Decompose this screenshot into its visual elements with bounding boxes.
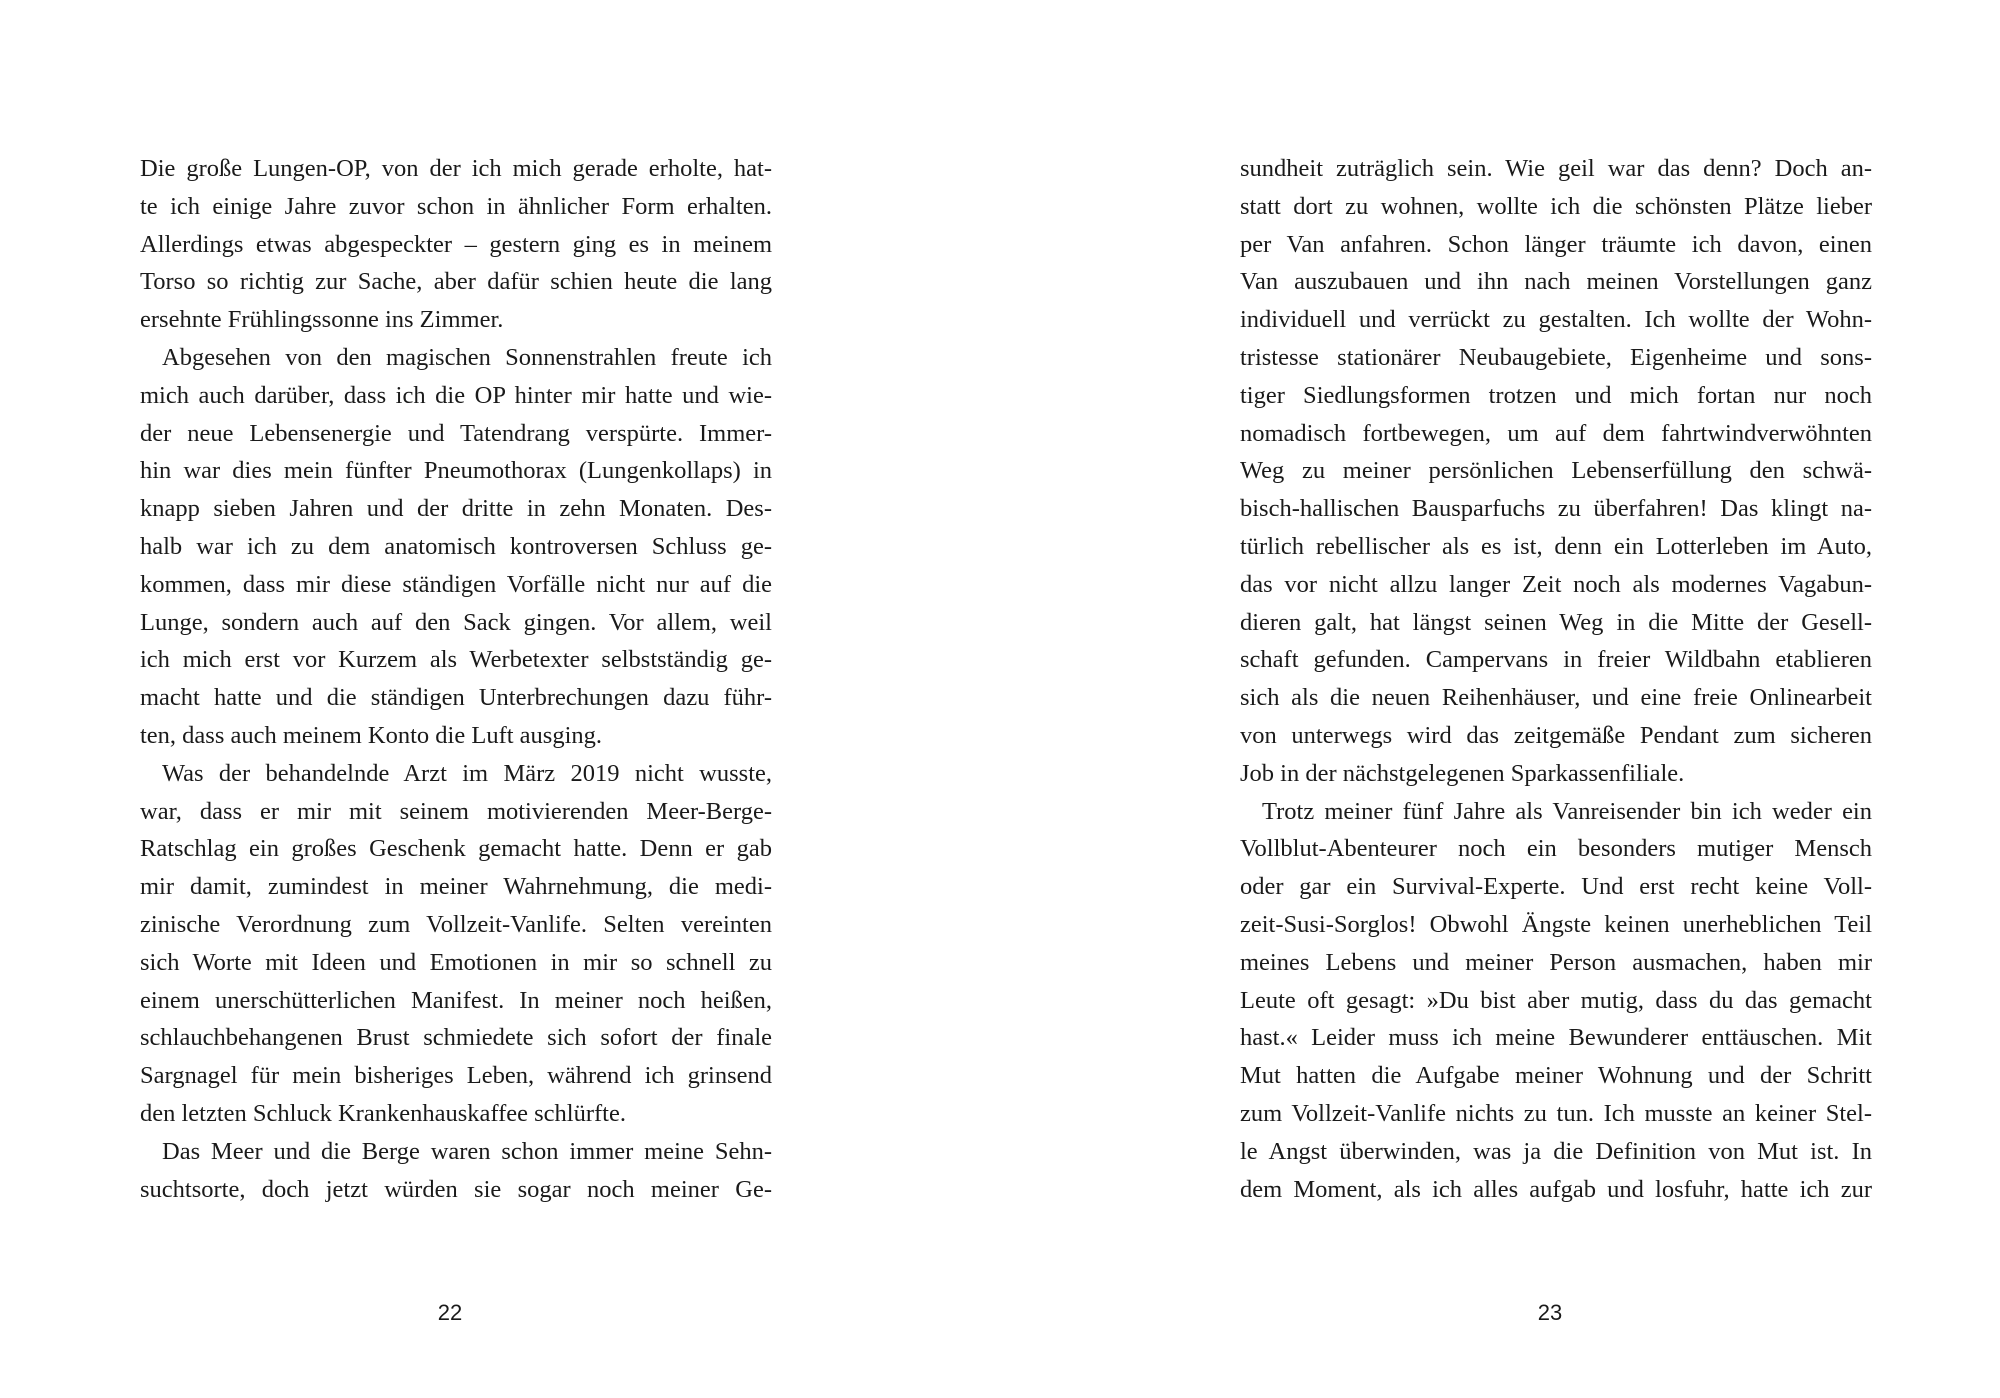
text-line: zinische Verordnung zum Vollzeit-Vanlife. Selten vereinten — [140, 910, 772, 938]
text-line: Das Meer und die Berge waren schon immer meine Sehn- — [162, 1137, 772, 1165]
text-line: le Angst überwinden, was ja die Definition von Mut ist. In — [1240, 1137, 1872, 1165]
paragraph — [140, 1133, 772, 1209]
text-line: Sargnagel für mein bisheriges Leben, während ich grinsend — [140, 1062, 772, 1090]
paragraph — [140, 150, 772, 339]
text-line: Ratschlag ein großes Geschenk gemacht hatte. Denn er gab — [140, 835, 772, 863]
text-line: zum Vollzeit-Vanlife nichts zu tun. Ich musste an keiner Stel- — [1240, 1099, 1872, 1127]
text-line: schaft gefunden. Campervans in freier Wildbahn etablieren — [1240, 646, 1872, 674]
paragraph — [1240, 793, 1872, 1209]
text-line: der neue Lebensenergie und Tatendrang verspürte. Immer- — [140, 419, 772, 447]
text-line: Torso so richtig zur Sache, aber dafür schien heute die lang — [140, 268, 772, 296]
text-line: ten, dass auch meinem Konto die Luft ausging. — [140, 721, 602, 749]
text-line: kommen, dass mir diese ständigen Vorfälle nicht nur auf die — [140, 570, 772, 598]
text-line: Weg zu meiner persönlichen Lebenserfüllung den schwä- — [1240, 457, 1872, 485]
text-line: hin war dies mein fünfter Pneumothorax (Lungenkollaps) in — [140, 457, 772, 485]
page-number: 23 — [1537, 1300, 1563, 1325]
text-line: von unterwegs wird das zeitgemäße Pendant zum sicheren — [1240, 721, 1872, 749]
text-line: Leute oft gesagt: »Du bist aber mutig, dass du das gemacht — [1240, 986, 1872, 1014]
text-line: einem unerschütterlichen Manifest. In meiner noch heißen, — [140, 986, 772, 1014]
text-line: te ich einige Jahre zuvor schon in ähnlicher Form erhalten. — [140, 192, 772, 220]
text-line: den letzten Schluck Krankenhauskaffee schlürfte. — [140, 1099, 626, 1127]
text-line: statt dort zu wohnen, wollte ich die schönsten Plätze lieber — [1240, 192, 1872, 220]
text-line: ich mich erst vor Kurzem als Werbetexter selbstständig ge- — [140, 646, 772, 674]
text-line: zeit-Susi-Sorglos! Obwohl Ängste keinen unerheblichen Teil — [1240, 910, 1872, 938]
right-page-text — [1240, 150, 1872, 1208]
paragraph — [1240, 150, 1872, 793]
text-line: oder gar ein Survival-Experte. Und erst recht keine Voll- — [1240, 873, 1872, 901]
text-line: ersehnte Frühlingssonne ins Zimmer. — [140, 306, 504, 334]
text-line: tiger Siedlungsformen trotzen und mich fortan nur noch — [1240, 381, 1872, 409]
text-line: türlich rebellischer als es ist, denn ein Lotterleben im Auto, — [1240, 532, 1872, 560]
text-line: Van auszubauen und ihn nach meinen Vorstellungen ganz — [1240, 268, 1872, 296]
text-line: Trotz meiner fünf Jahre als Vanreisender bin ich weder ein — [1262, 797, 1872, 825]
text-line: sich als die neuen Reihenhäuser, und eine freie Onlinearbeit — [1240, 684, 1872, 712]
text-line: Lunge, sondern auch auf den Sack gingen. Vor allem, weil — [140, 608, 772, 636]
text-line: meines Lebens und meiner Person ausmachen, haben mir — [1240, 948, 1872, 976]
text-line: Mut hatten die Aufgabe meiner Wohnung und der Schritt — [1240, 1062, 1872, 1090]
paragraph — [140, 339, 772, 755]
text-line: suchtsorte, doch jetzt würden sie sogar noch meiner Ge- — [140, 1175, 772, 1203]
paragraph — [140, 755, 772, 1133]
text-line: schlauchbehangenen Brust schmiedete sich sofort der finale — [140, 1024, 772, 1052]
text-line: Abgesehen von den magischen Sonnenstrahlen freute ich — [162, 343, 772, 371]
text-line: mir damit, zumindest in meiner Wahrnehmung, die medi- — [140, 873, 772, 901]
text-line: tristesse stationärer Neubaugebiete, Eigenheime und sons- — [1240, 343, 1872, 371]
text-line: sundheit zuträglich sein. Wie geil war das denn? Doch an- — [1240, 155, 1872, 182]
text-line: bisch-hallischen Bausparfuchs zu überfahren! Das klingt na- — [1240, 495, 1872, 523]
text-line: mich auch darüber, dass ich die OP hinter mir hatte und wie- — [140, 381, 772, 409]
text-line: Job in der nächstgelegenen Sparkassenfiliale. — [1240, 759, 1685, 787]
text-line: per Van anfahren. Schon länger träumte ich davon, einen — [1240, 230, 1872, 258]
right-page — [1000, 0, 2000, 1398]
text-line: individuell und verrückt zu gestalten. Ich wollte der Wohn- — [1240, 306, 1872, 334]
text-line: dieren galt, hat längst seinen Weg in die Mitte der Gesell- — [1240, 608, 1872, 636]
text-line: macht hatte und die ständigen Unterbrechungen dazu führ- — [140, 684, 772, 712]
text-line: Allerdings etwas abgespeckter – gestern ging es in meinem — [140, 230, 772, 258]
text-line: war, dass er mir mit seinem motivierenden Meer-Berge- — [140, 797, 772, 825]
text-line: nomadisch fortbewegen, um auf dem fahrtwindverwöhnten — [1240, 419, 1872, 447]
text-line: sich Worte mit Ideen und Emotionen in mir so schnell zu — [140, 948, 772, 976]
text-line: das vor nicht allzu langer Zeit noch als modernes Vagabun- — [1240, 570, 1872, 598]
text-line: dem Moment, als ich alles aufgab und losfuhr, hatte ich zur — [1240, 1175, 1872, 1203]
text-line: halb war ich zu dem anatomisch kontroversen Schluss ge- — [140, 532, 772, 560]
text-line: Die große Lungen-OP, von der ich mich gerade erholte, hat- — [140, 155, 772, 182]
text-line: hast.« Leider muss ich meine Bewunderer enttäuschen. Mit — [1240, 1024, 1872, 1052]
text-line: Vollblut-Abenteurer noch ein besonders mutiger Mensch — [1240, 835, 1872, 863]
text-line: knapp sieben Jahren und der dritte in zehn Monaten. Des- — [140, 495, 772, 523]
left-page-text — [140, 150, 772, 1208]
page-number: 22 — [437, 1300, 463, 1325]
text-line: Was der behandelnde Arzt im März 2019 nicht wusste, — [162, 759, 772, 787]
